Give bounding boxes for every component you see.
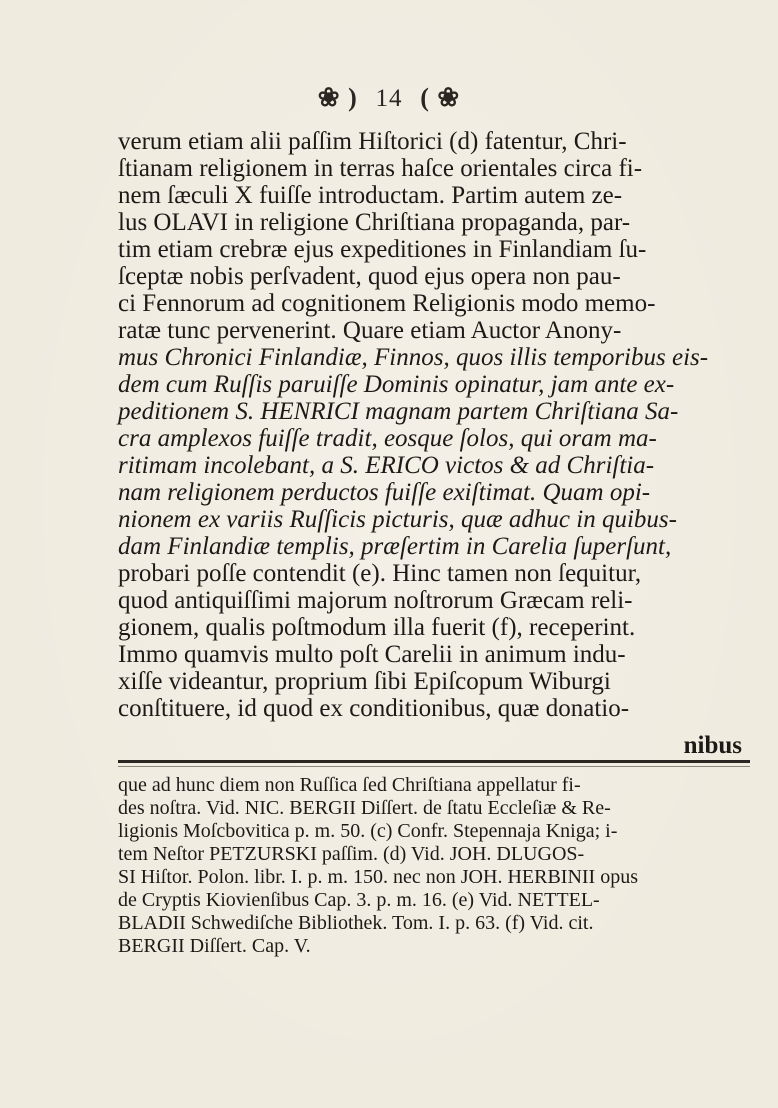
footnote-line: BERGII Diſſert. Cap. V. <box>118 935 311 957</box>
footnote-line: ligionis Moſcbovitica p. m. 50. (c) Confr. Stepennaja Kniga; i- <box>118 820 618 842</box>
text-line: tim etiam crebræ ejus expeditiones in Finlandiam ſu- <box>118 236 647 263</box>
footnote-line: des noſtra. Vid. NIC. BERGII Diſſert. de ſtatu Eccleſiæ & Re- <box>118 797 611 819</box>
text-line: ritimam incolebant, a S. ERICO victos & ad Chriſtia- <box>118 452 655 479</box>
text-line: quod antiquiſſimi majorum noſtrorum Græcam reli- <box>118 587 633 614</box>
text-line: ratæ tunc pervenerint. Quare etiam Auctor Anony- <box>118 317 622 344</box>
text-line: cra amplexos fuiſſe tradit, eosque ſolos, qui oram ma- <box>118 425 657 452</box>
text-line: lus OLAVI in religione Chriſtiana propaganda, par- <box>118 209 631 236</box>
page-header <box>0 82 778 113</box>
text-line: mus Chronici Finlandiæ, Finnos, quos illis temporibus eis- <box>118 344 709 371</box>
text-line: dam Finlandiæ templis, præſertim in Carelia ſuperſunt, <box>118 533 672 560</box>
page-number: 14 <box>375 85 403 112</box>
footnote-rule <box>118 760 750 763</box>
text-line: nionem ex variis Ruſſicis picturis, quæ adhuc in quibus- <box>118 506 677 533</box>
catchword: nibus <box>683 732 742 759</box>
main-text <box>118 128 742 722</box>
text-line: conſtituere, id quod ex conditionibus, quæ donatio- <box>118 695 630 722</box>
footnote-line: que ad hunc diem non Ruſſica ſed Chriſtiana appellatur fi- <box>118 774 581 796</box>
footnotes <box>118 774 754 958</box>
footnote-line: tem Neſtor PETZURSKI paſſim. (d) Vid. JOH. DLUGOS- <box>118 843 585 865</box>
text-line: Immo quamvis multo poſt Carelii in animum indu- <box>118 641 626 668</box>
text-line: xiſſe videantur, proprium ſibi Epiſcopum Wiburgi <box>118 668 611 695</box>
text-line: nam religionem perductos fuiſſe exiſtimat. Quam opi- <box>118 479 651 506</box>
text-line: ſceptæ nobis perſvadent, quod ejus opera non pau- <box>118 263 621 290</box>
text-line: gionem, qualis poſtmodum illa fuerit (f), receperint. <box>118 614 636 641</box>
footnote-line: de Cryptis Kiovienſibus Cap. 3. p. m. 16. (e) Vid. NETTEL- <box>118 889 600 911</box>
text-line: probari poſſe contendit (e). Hinc tamen non ſequitur, <box>118 560 642 587</box>
header-ornament-right: ( ❀ <box>420 83 461 112</box>
text-line: ſtianam religionem in terras haſce orientales circa fi- <box>118 155 643 182</box>
footnote-line: SI Hiſtor. Polon. libr. I. p. m. 150. nec non JOH. HERBINII opus <box>118 866 638 888</box>
text-line: ci Fennorum ad cognitionem Religionis modo memo- <box>118 290 656 317</box>
text-line: dem cum Ruſſis paruiſſe Dominis opinatur, jam ante ex- <box>118 371 675 398</box>
text-line: verum etiam alii paſſim Hiſtorici (d) fatentur, Chri- <box>118 128 627 155</box>
footnote-line: BLADII Schwediſche Bibliothek. Tom. I. p. 63. (f) Vid. cit. <box>118 912 594 934</box>
footnote-rule-shadow <box>118 766 750 767</box>
header-ornament-left: ❀ ) <box>317 83 358 112</box>
text-line: nem ſæculi X fuiſſe introductam. Partim autem ze- <box>118 182 623 209</box>
text-line: peditionem S. HENRICI magnam partem Chriſtiana Sa- <box>118 398 679 425</box>
